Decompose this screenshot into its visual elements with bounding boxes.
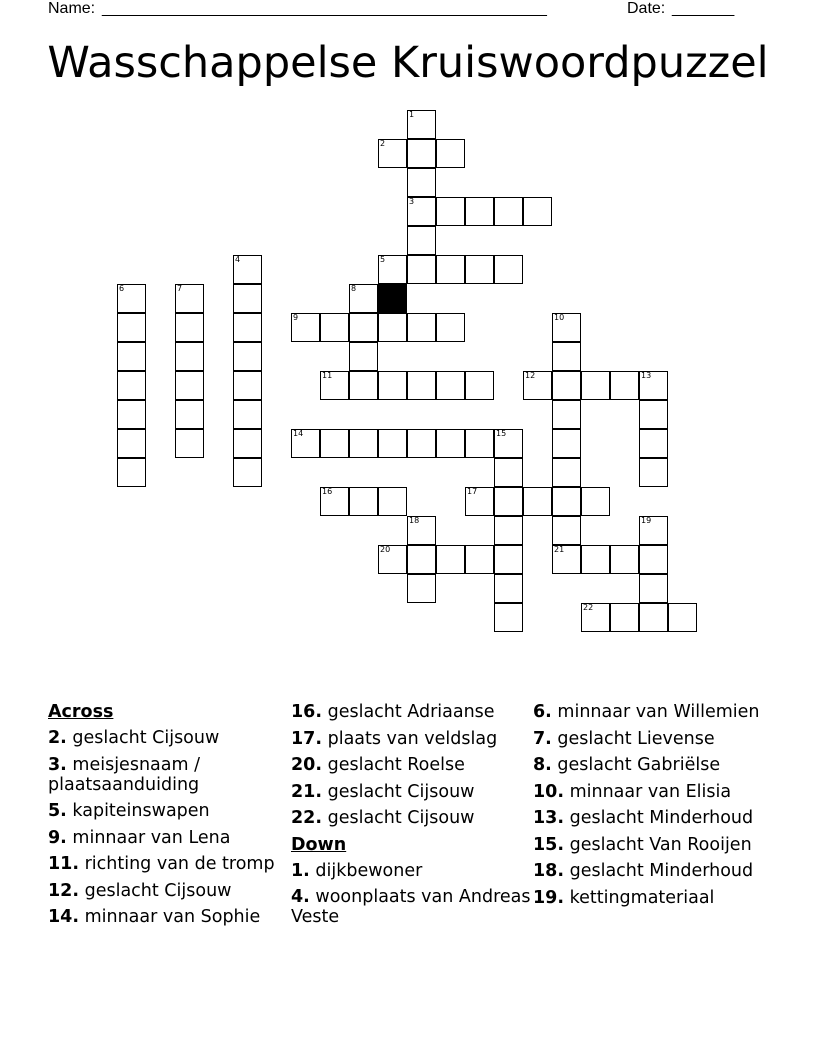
grid-cell[interactable] (436, 313, 465, 342)
grid-cell[interactable] (407, 545, 436, 574)
clue-down-15: 15. geslacht Van Rooijen (533, 834, 752, 855)
cell-number: 20 (380, 545, 391, 554)
cell-number: 21 (554, 545, 565, 554)
cell-number: 16 (322, 487, 333, 496)
clue-across-22: 22. geslacht Cijsouw (291, 808, 475, 828)
grid-cell[interactable] (552, 342, 581, 371)
grid-cell[interactable] (117, 429, 146, 458)
cell-number: 17 (467, 487, 478, 496)
grid-cell[interactable] (668, 603, 697, 632)
grid-cell[interactable] (465, 545, 494, 574)
grid-cell[interactable] (407, 313, 436, 342)
grid-cell[interactable] (320, 487, 349, 516)
grid-cell[interactable] (494, 458, 523, 487)
grid-cell[interactable] (407, 139, 436, 168)
grid-cell[interactable] (175, 429, 204, 458)
grid-cell[interactable] (291, 429, 320, 458)
grid-cell[interactable] (465, 197, 494, 226)
grid-cell[interactable] (552, 516, 581, 545)
grid-cell[interactable] (407, 197, 436, 226)
clues-column-3 (533, 702, 773, 914)
cell-number: 13 (641, 371, 652, 380)
grid-cell[interactable] (407, 110, 436, 139)
grid-cell[interactable] (407, 226, 436, 255)
clue-across-9: 9. minnaar van Lena (48, 827, 231, 848)
grid-cell[interactable] (465, 255, 494, 284)
across-heading: Across (48, 702, 114, 722)
grid-cell[interactable] (320, 313, 349, 342)
cell-number: 6 (119, 284, 125, 293)
grid-cell[interactable] (233, 284, 262, 313)
shaded-cell (378, 284, 407, 313)
grid-cell[interactable] (117, 284, 146, 313)
cell-number: 22 (583, 603, 594, 612)
cell-number: 15 (496, 429, 507, 438)
clues-column-1 (48, 702, 288, 934)
grid-cell[interactable] (378, 429, 407, 458)
grid-cell[interactable] (117, 313, 146, 342)
grid-cell[interactable] (552, 458, 581, 487)
grid-cell[interactable] (436, 139, 465, 168)
grid-cell[interactable] (639, 545, 668, 574)
grid-cell[interactable] (407, 429, 436, 458)
grid-cell[interactable] (581, 545, 610, 574)
date-field[interactable]: _______ (672, 0, 735, 17)
grid-cell[interactable] (233, 313, 262, 342)
grid-cell[interactable] (436, 255, 465, 284)
grid-cell[interactable] (436, 429, 465, 458)
grid-cell[interactable] (117, 342, 146, 371)
grid-cell[interactable] (175, 284, 204, 313)
cell-number: 3 (409, 197, 415, 206)
grid-cell[interactable] (378, 487, 407, 516)
grid-cell[interactable] (552, 313, 581, 342)
clue-down-8: 8. geslacht Gabriëlse (533, 755, 721, 775)
grid-cell[interactable] (581, 371, 610, 400)
grid-cell[interactable] (175, 371, 204, 400)
grid-cell[interactable] (407, 516, 436, 545)
clue-across-17: 17. plaats van veldslag (291, 728, 498, 749)
grid-cell[interactable] (175, 400, 204, 429)
date-label: Date: (627, 0, 666, 17)
grid-cell[interactable] (378, 371, 407, 400)
grid-cell[interactable] (175, 313, 204, 342)
grid-cell[interactable] (320, 429, 349, 458)
cell-number: 9 (293, 313, 299, 322)
grid-cell[interactable] (233, 400, 262, 429)
clue-across-3: 3. meisjesnaam / plaatsaanduiding (48, 754, 200, 795)
grid-cell[interactable] (320, 371, 349, 400)
grid-cell[interactable] (233, 342, 262, 371)
grid-cell[interactable] (494, 197, 523, 226)
clue-down-13: 13. geslacht Minderhoud (533, 808, 754, 828)
grid-cell[interactable] (465, 487, 494, 516)
cell-number: 4 (235, 255, 241, 264)
cell-number: 12 (525, 371, 536, 380)
clue-across-12: 12. geslacht Cijsouw (48, 880, 232, 901)
grid-cell[interactable] (523, 371, 552, 400)
name-field[interactable]: __________________________________________________ (102, 0, 547, 17)
grid-cell[interactable] (378, 139, 407, 168)
grid-cell[interactable] (639, 400, 668, 429)
grid-cell[interactable] (407, 168, 436, 197)
grid-cell[interactable] (581, 487, 610, 516)
clue-down-19: 19. kettingmateriaal (533, 887, 715, 908)
clue-across-2: 2. geslacht Cijsouw (48, 728, 220, 748)
cell-number: 7 (177, 284, 183, 293)
clues-column-2 (291, 702, 531, 934)
grid-cell[interactable] (639, 458, 668, 487)
grid-cell[interactable] (523, 197, 552, 226)
grid-cell[interactable] (436, 371, 465, 400)
grid-cell[interactable] (349, 284, 378, 313)
grid-cell[interactable] (639, 516, 668, 545)
grid-cell[interactable] (465, 371, 494, 400)
grid-cell[interactable] (494, 603, 523, 632)
page-title: Wasschappelse Kruiswoordpuzzel (47, 38, 769, 88)
clue-across-20: 20. geslacht Roelse (291, 755, 465, 775)
grid-cell[interactable] (233, 429, 262, 458)
down-heading: Down (291, 834, 347, 855)
grid-cell[interactable] (552, 429, 581, 458)
grid-cell[interactable] (349, 371, 378, 400)
grid-cell[interactable] (407, 255, 436, 284)
grid-cell[interactable] (233, 255, 262, 284)
cell-number: 8 (351, 284, 357, 293)
grid-cell[interactable] (494, 429, 523, 458)
grid-cell[interactable] (407, 574, 436, 603)
clue-across-14: 14. minnaar van Sophie (48, 907, 261, 927)
grid-cell[interactable] (233, 458, 262, 487)
cell-number: 14 (293, 429, 304, 438)
clue-across-5: 5. kapiteinswapen (48, 801, 210, 821)
grid-cell[interactable] (639, 603, 668, 632)
clue-down-6: 6. minnaar van Willemien (533, 702, 760, 722)
grid-cell[interactable] (436, 197, 465, 226)
clue-down-4: 4. woonplaats van Andreas Veste (291, 887, 531, 927)
grid-cell[interactable] (117, 458, 146, 487)
clue-down-1: 1. dijkbewoner (291, 860, 423, 881)
grid-cell[interactable] (407, 371, 436, 400)
grid-cell[interactable] (639, 371, 668, 400)
grid-cell[interactable] (494, 516, 523, 545)
cell-number: 19 (641, 516, 652, 525)
grid-cell[interactable] (349, 313, 378, 342)
grid-cell[interactable] (610, 371, 639, 400)
clue-across-16: 16. geslacht Adriaanse (291, 702, 495, 722)
grid-cell[interactable] (291, 313, 320, 342)
grid-cell[interactable] (233, 371, 262, 400)
clue-down-18: 18. geslacht Minderhoud (533, 861, 754, 881)
cell-number: 18 (409, 516, 420, 525)
cell-number: 5 (380, 255, 386, 264)
grid-cell[interactable] (378, 545, 407, 574)
grid-cell[interactable] (494, 487, 523, 516)
grid-cell[interactable] (465, 429, 494, 458)
clue-across-11: 11. richting van de tromp (48, 854, 275, 874)
grid-cell[interactable] (378, 255, 407, 284)
grid-cell[interactable] (378, 313, 407, 342)
grid-cell[interactable] (581, 603, 610, 632)
cell-number: 2 (380, 139, 386, 148)
name-label: Name: (48, 0, 96, 17)
clue-down-10: 10. minnaar van Elisia (533, 781, 732, 802)
grid-cell[interactable] (523, 487, 552, 516)
clue-down-7: 7. geslacht Lievense (533, 728, 715, 749)
grid-cell[interactable] (552, 487, 581, 516)
clue-across-21: 21. geslacht Cijsouw (291, 781, 475, 802)
grid-cell[interactable] (552, 400, 581, 429)
grid-cell[interactable] (349, 342, 378, 371)
cell-number: 10 (554, 313, 565, 322)
grid-cell[interactable] (436, 545, 465, 574)
grid-cell[interactable] (639, 574, 668, 603)
grid-cell[interactable] (552, 371, 581, 400)
grid-cell[interactable] (494, 255, 523, 284)
grid-cell[interactable] (639, 429, 668, 458)
grid-cell[interactable] (494, 545, 523, 574)
cell-number: 1 (409, 110, 415, 119)
grid-cell[interactable] (117, 400, 146, 429)
grid-cell[interactable] (175, 342, 204, 371)
grid-cell[interactable] (117, 371, 146, 400)
grid-cell[interactable] (349, 429, 378, 458)
grid-cell[interactable] (610, 603, 639, 632)
grid-cell[interactable] (552, 545, 581, 574)
cell-number: 11 (322, 371, 333, 380)
grid-cell[interactable] (610, 545, 639, 574)
grid-cell[interactable] (349, 487, 378, 516)
grid-cell[interactable] (494, 574, 523, 603)
